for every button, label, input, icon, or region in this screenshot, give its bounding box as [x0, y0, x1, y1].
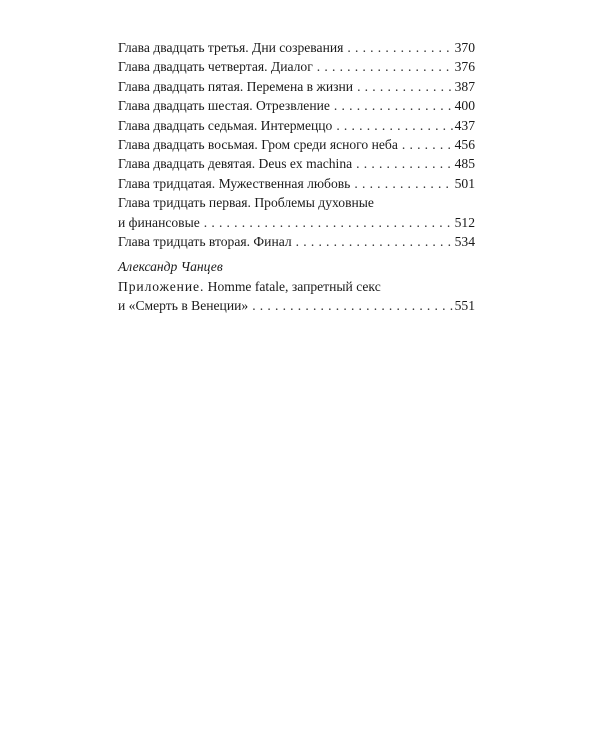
toc-entry-title: Глава двадцать пятая. Перемена в жизни: [118, 78, 354, 94]
toc-entry-page: 485: [454, 156, 475, 172]
toc-entry-title: Глава двадцать шестая. Отрезвление: [118, 98, 330, 114]
toc-entry: [118, 96, 475, 115]
appendix-title-line2: и «Смерть в Венеции»: [118, 298, 249, 314]
toc-entry-title-line2: и финансовые: [118, 214, 200, 230]
toc-entry-page: 370: [454, 40, 475, 55]
appendix-label: Приложение.: [118, 278, 205, 294]
toc-entry: [118, 154, 475, 173]
table-of-contents: [118, 38, 475, 316]
toc-leader-dots: [402, 135, 454, 154]
toc-entry-page: 400: [454, 98, 475, 114]
toc-entry-page: 376: [454, 59, 475, 75]
toc-entry-title: Глава тридцатая. Мужественная любовь: [118, 175, 351, 191]
toc-leader-dots: [296, 232, 454, 251]
toc-entry-page: 551: [454, 298, 475, 314]
toc-leader-dots: [357, 77, 454, 96]
toc-entry-title: Глава двадцать восьмая. Гром среди ясного неба: [118, 137, 398, 153]
appendix-title-line1: [118, 277, 475, 296]
toc-entry-page: 534: [454, 234, 475, 250]
toc-entry-page: 456: [454, 137, 475, 153]
toc-leader-dots: [347, 38, 453, 57]
toc-entry-title: Глава тридцать вторая. Финал: [118, 234, 292, 250]
toc-entry-title-line1: Глава тридцать первая. Проблемы духовные: [118, 195, 374, 211]
toc-leader-dots: [334, 96, 454, 115]
appendix-title: Homme fatale, запретный секс: [207, 278, 381, 294]
toc-entry: [118, 135, 475, 154]
toc-entry: [118, 296, 475, 315]
toc-entry-title: Глава двадцать третья. Дни созревания: [118, 40, 344, 55]
toc-leader-dots: [354, 174, 453, 193]
toc-entry: [118, 174, 475, 193]
toc-entry-title: Глава двадцать девятая. Deus ex machina: [118, 156, 353, 172]
toc-leader-dots: [252, 296, 453, 315]
appendix-author: Александр Чанцев: [118, 259, 223, 275]
toc-entry: [118, 213, 475, 232]
toc-entry-page: 437: [454, 117, 475, 133]
toc-leader-dots: [317, 57, 454, 76]
toc-entry: [118, 57, 475, 76]
toc-leader-dots: [356, 154, 453, 173]
toc-leader-dots: [204, 213, 454, 232]
toc-leader-dots: [336, 116, 453, 135]
toc-entry: [118, 116, 475, 135]
toc-entry-title: Глава двадцать седьмая. Интермеццо: [118, 117, 333, 133]
toc-entry-page: 501: [454, 175, 475, 191]
toc-entry-page: 387: [454, 78, 475, 94]
toc-entry: [118, 38, 475, 57]
toc-entry-page: 512: [454, 214, 475, 230]
toc-entry: [118, 77, 475, 96]
toc-entry: [118, 232, 475, 251]
toc-entry-title: Глава двадцать четвертая. Диалог: [118, 59, 313, 75]
